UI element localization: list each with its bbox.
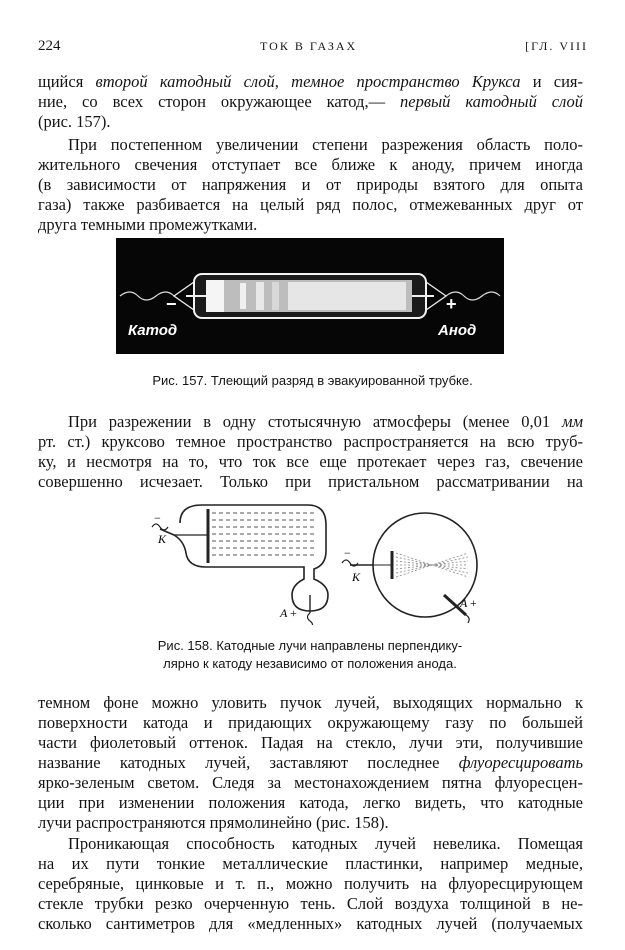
figure-157-discharge-tube xyxy=(116,238,504,354)
text-line: жительного свечения отступает все ближе к аноду, причем иногда xyxy=(38,155,583,174)
text-line: рт. ст.) круксово темное пространство распространяется на всю труб- xyxy=(38,432,583,451)
text-line: ярко-зеленым светом. Следя за местонахождением пятна флуоресцен- xyxy=(38,773,583,792)
figure-158-caption xyxy=(130,637,490,673)
text-line: части фиолетовый оттенок. Падая на стекло, лучи эти, получившие xyxy=(38,733,583,752)
text-line: щийся второй катодный слой, темное пространство Крукса и сия- xyxy=(38,72,584,91)
minus-sign-2: − xyxy=(344,546,351,560)
cathode-label: Катод xyxy=(128,322,178,339)
text-line: Проникающая способность катодных лучей невелика. Помещая xyxy=(68,834,583,853)
page-header xyxy=(38,38,588,60)
anode-label-a-2: A xyxy=(460,596,468,610)
plus-sign-2: + xyxy=(470,596,477,610)
figure-157-caption: Рис. 157. Тлеющий разряд в эвакуированной трубке. xyxy=(152,373,473,388)
cathode-label-k: K xyxy=(158,532,167,546)
plus-sign: + xyxy=(290,606,297,620)
paragraph-5 xyxy=(38,834,583,934)
running-title: ТОК В ГАЗАХ xyxy=(260,39,358,53)
text-line: ку, и несмотря на то, что ток все еще протекает через газ, свечение xyxy=(38,452,583,471)
page-number: 224 xyxy=(38,38,61,54)
text-line: серебряные, цинковые и т. п., можно получить на флуоресцирующем xyxy=(38,874,583,893)
figure-158-cathode-rays xyxy=(130,495,500,625)
chapter-label: [ГЛ. VIII xyxy=(525,39,588,53)
text-line: При разрежении в одну стотысячную атмосферы (менее 0,01 мм xyxy=(68,412,583,431)
anode-label-a: A xyxy=(280,606,288,620)
text-line: на их пути тонкие металлические пластинки, например медные, xyxy=(38,854,583,873)
minus-sign: − xyxy=(154,511,161,525)
text-line: газа) также разбивается на целый ряд полос, отмежеванных друг от xyxy=(38,195,583,214)
text-line: стекле трубки резко очерченную тень. Слой воздуха толщиной в не- xyxy=(38,894,583,913)
text-line: темном фоне можно уловить пучок лучей, выходящих нормально к xyxy=(38,693,583,712)
discharge-tube-illustration xyxy=(116,238,504,354)
text-line: (в зависимости от напряжения и от природы взятого для опыта xyxy=(38,175,583,194)
text-line: При постепенном увеличении степени разрежения область поло- xyxy=(68,135,583,154)
minus-sign: − xyxy=(166,294,177,314)
text-line: сколько сантиметров для «медленных» катодных лучей (получаемых xyxy=(38,914,583,933)
caption-line: лярно к катоду независимо от положения анода. xyxy=(163,656,457,671)
text-line: лучи распространяются прямолинейно (рис. 158). xyxy=(38,813,389,832)
text-line: друга темными промежутками. xyxy=(38,215,258,234)
paragraph-1 xyxy=(38,72,583,132)
paragraph-2 xyxy=(38,135,583,235)
anode-label: Анод xyxy=(438,322,477,339)
paragraph-4 xyxy=(38,693,583,833)
plus-sign: + xyxy=(446,294,457,314)
caption-line: Рис. 158. Катодные лучи направлены перпендику- xyxy=(157,638,463,653)
text-line: название катодных лучей, заставляют последнее флуоресцировать xyxy=(38,753,583,772)
cathode-label-k-2: K xyxy=(352,570,361,584)
text-line: ции при изменении положения катода, легко видеть, что катодные xyxy=(38,793,583,812)
cathode-ray-tubes-illustration xyxy=(130,495,500,625)
text-line: ние, со всех сторон окружающее катод,— первый катодный слой xyxy=(38,92,583,111)
text-line: поверхности катода и придающих окружающему газу по большей xyxy=(38,713,583,732)
paragraph-3 xyxy=(38,412,583,492)
text-line: совершенно исчезает. Только при пристальном рассматривании на xyxy=(38,472,583,491)
text-line: (рис. 157). xyxy=(38,112,111,131)
